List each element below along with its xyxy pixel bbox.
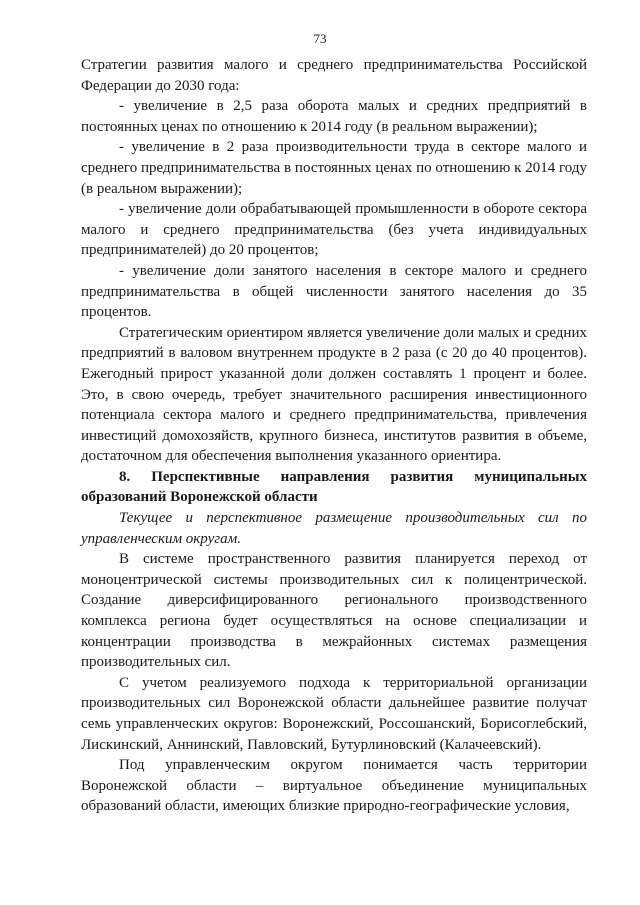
paragraph: Стратегическим ориентиром является увеличение доли малых и средних предприятий в валовом внутреннем продукте в 2 раза (с 20 до 40 процентов). Ежегодный прирост указанной доли должен составлять 1 процент и более. Это, в свою очередь, требует значительного расширения инвестиционного потенциала сектора малого и среднего предпринимательства, привлечения инвестиций домохозяйств, крупного бизнеса, институтов развития в объеме, достаточном для обеспечения выполнения указанного ориентира. <box>81 324 587 465</box>
page-number: 73 <box>313 31 327 46</box>
section-heading: 8. Перспективные направления развития муниципальных образований Воронежской области <box>81 468 587 506</box>
list-item: - увеличение доли занятого населения в секторе малого и среднего предпринимательства в общей численности занятого населения до 35 процентов. <box>81 262 587 321</box>
list-item: - увеличение доли обрабатывающей промышленности в обороте сектора малого и среднего предпринимательства (без учета индивидуальных предпринимателей) до 20 процентов; <box>81 201 587 259</box>
document-body <box>81 55 587 817</box>
subheading: Текущее и перспективное размещение производительных сил по управленческим округам. <box>81 510 587 547</box>
paragraph: В системе пространственного развития планируется переход от моноцентрической системы производительных сил к полицентрической. Создание диверсифицированного регионального производственного комплекса региона будет осуществляться на основе специализации и концентрации производства в межрайонных системах размещения производительных сил. <box>81 551 587 671</box>
list-item: - увеличение в 2 раза производительности труда в секторе малого и среднего предпринимательства в постоянных ценах по отношению к 2014 году (в реальном выражении); <box>81 139 587 197</box>
paragraph: С учетом реализуемого подхода к территориальной организации производительных сил Воронежской области дальнейшее развитие получат семь управленческих округов: Воронежский, Россошанский, Борисоглебский, Лискинский, Аннинский, Павловский, Бутурлиновский (Калачеевский). <box>81 674 587 753</box>
paragraph: Стратегии развития малого и среднего предпринимательства Российской Федерации до 2030 года: <box>81 57 587 94</box>
paragraph: Под управленческим округом понимается часть территории Воронежской области – виртуальное объединение муниципальных образований области, имеющих близкие природно-географические условия, <box>81 757 587 815</box>
list-item: - увеличение в 2,5 раза оборота малых и средних предприятий в постоянных ценах по отношению к 2014 году (в реальном выражении); <box>81 98 587 135</box>
